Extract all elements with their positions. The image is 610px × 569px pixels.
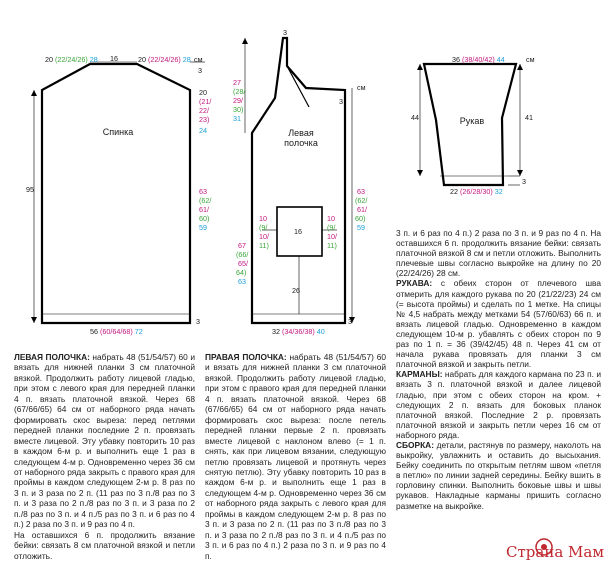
size-value: (28/ — [233, 87, 246, 96]
size-value: (9/ — [327, 223, 336, 232]
sleeve-bottom — [450, 188, 503, 195]
size-value: 64) — [236, 268, 247, 277]
size-value: 23) — [199, 115, 210, 124]
size-value: 27 — [233, 78, 241, 87]
size-value: 28 — [182, 55, 191, 64]
section-heading: ЛЕВАЯ ПОЛОЧКА: — [14, 352, 90, 362]
size-value: 30) — [233, 105, 244, 114]
size-value: 11) — [259, 241, 269, 250]
size-value: 20 — [45, 55, 53, 64]
size-value: 22/ — [199, 106, 209, 115]
paragraph-body: с обеих сторон от плечевого шва отмерить для каждого рукава по 20 (21/22/23) 24 см (= высота проймы) и сделать по 1 метке. На спицы № 4,5 набрать между метками 54 (57/60/63) 66 п. и вязать лицевой гладью. Одновременно в каждом следующем 10-м р. убавлять с обеих сторон по 9 раз по 1 п. = 36 (39/42/45) 48 п. Через 41 см от начала рукава провязать для планки 3 см платочной вязкой и закрыть петли. — [396, 278, 601, 370]
front-title: Левая полочка — [284, 128, 318, 149]
instructions-column-2 — [205, 352, 386, 561]
size-value: 67 — [238, 241, 246, 250]
section-heading: РУКАВА: — [396, 278, 433, 289]
paragraph — [396, 440, 601, 511]
size-value: (9/ — [259, 223, 268, 232]
watermark: Страна Мам — [506, 543, 604, 561]
back-side-top: 3 — [198, 66, 202, 75]
size-value: 24 — [199, 126, 207, 135]
size-value: 10/ — [259, 232, 269, 241]
size-value: 63 — [199, 187, 207, 196]
size-value: 63 — [238, 277, 246, 286]
size-value: 28 — [89, 55, 98, 64]
front-side-top: 3 — [339, 97, 343, 106]
section-heading: ПРАВАЯ ПОЛОЧКА: — [205, 352, 287, 362]
size-value: 61/ — [357, 205, 367, 214]
size-value: (62/ — [355, 196, 368, 205]
paragraph — [396, 228, 601, 278]
size-value: 22 — [450, 187, 458, 196]
back-bottom — [90, 328, 143, 335]
front-pocket-mid: 16 — [294, 227, 302, 236]
size-value: 59 — [199, 223, 207, 232]
size-value: (22/24/26) — [148, 55, 181, 64]
sleeve-unit: см — [526, 55, 535, 64]
size-value: (66/ — [236, 250, 249, 259]
sleeve-left: 44 — [411, 113, 419, 122]
size-value: 40 — [316, 327, 325, 336]
front-unit: см — [357, 83, 366, 92]
back-unit: см — [194, 55, 203, 64]
size-value: 11) — [327, 241, 337, 250]
front-bottom — [272, 328, 325, 335]
paragraph — [14, 352, 195, 530]
back-outline — [42, 64, 190, 323]
sleeve-right: 41 — [525, 113, 533, 122]
back-title: Спинка — [102, 127, 134, 137]
size-value: 20 — [199, 88, 207, 97]
paragraph-body: детали, растянув по размеру, наколоть на выкройку, увлажнить и оставить до высыхания. Бейку соединить по открытым петлям швом «петля в петлю» по линии задней середины. Бейку вшить в горловину спинки. Выполнить боковые швы и швы рукавов. Накладные карманы пришить согласно разметке на выкройке. — [396, 439, 601, 511]
back-top-mid: 16 — [110, 54, 118, 63]
size-value: 59 — [357, 223, 365, 232]
front-rib: 3 — [348, 317, 352, 326]
size-value: (60/64/68) — [100, 327, 133, 336]
size-value: 63 — [357, 187, 365, 196]
size-value: 60) — [355, 214, 366, 223]
size-value: 44 — [496, 55, 505, 64]
size-value: (22/24/26) — [55, 55, 88, 64]
size-value: (34/36/38) — [282, 327, 315, 336]
size-value: 10/ — [327, 232, 337, 241]
size-value: 29/ — [233, 96, 243, 105]
size-value: 56 — [90, 327, 98, 336]
size-value: 65/ — [238, 259, 248, 268]
back-top-left — [45, 56, 98, 63]
section-heading: СБОРКА: — [396, 439, 434, 450]
size-value: (38/40/42) — [462, 55, 495, 64]
back-height: 95 — [26, 185, 34, 194]
paragraph-body: набрать 48 (51/54/57) 60 и вязать для нижней планки 3 см платочной вязкой. Продолжить работу лицевой гладью, при этом с правого края для передней планки 4 п. вязать платочной вязкой. Через 68 (67/66/65) 64 см от наборного ряда начать формировать скос выреза: после петель передней планки первые 2 п. провязать вместе лицевой с наклоном влево (= 1 п. снять, как при лицевом вязании, следующую петлю провязать лицевой и протянуть через снятую петлю). Эту убавку повторить 10 раз в каждом 6-м р. и выполнить еще 1 раз в следующем 4-м р. Одновременно через 36 см от наборного ряда закрыть с левого края для проймы в каждом следующем 2-м р. 8 раз по 3 п. и 3 раза по 2 п. (11 раз по 3 п./8 раз по 3 п. и 3 раза по 2 п./8 раз по 3 п. и 4 п./5 раз по 3 п. и 6 раз по 4 п.) 2 раза по 3 п. и 9 раз по 4 п. — [205, 352, 386, 561]
size-value: 10 — [259, 214, 267, 223]
paragraph — [205, 352, 386, 561]
size-value: 10 — [327, 214, 335, 223]
paragraph — [396, 369, 601, 440]
section-heading: КАРМАНЫ: — [396, 369, 443, 380]
instructions-column-3 — [396, 228, 601, 511]
size-value: 72 — [134, 327, 143, 336]
sleeve-cuff: 3 — [522, 177, 526, 186]
paragraph-body: набрать для каждого кармана по 23 п. и вязать 3 п. платочной вязкой и далее лицевой гладью, при этом с обеих сторон на кром. + следующих 2 п. вязать для боковых планок платочной вязкой. Последние 2 р. провязать платочной вязкой и закрыть петли через 16 см от наборного ряда. — [396, 369, 601, 440]
size-value: 36 — [452, 55, 460, 64]
size-value: (21/ — [199, 97, 212, 106]
size-value: 61/ — [199, 205, 209, 214]
size-value: 60) — [199, 214, 210, 223]
paragraph — [14, 530, 195, 561]
back-top-right — [138, 56, 191, 63]
sleeve-top — [452, 56, 505, 63]
paragraph-body: 3 п. и 6 раз по 4 п.) 2 раза по 3 п. и 9 раз по 4 п. На оставшихся 6 п. продолжить вязание бейки: связать платочной вязкой 8 см и петли отложить. Выполнить плечевые швы согласно выкройке на длину по 20 (22/24/26) 28 см. — [396, 228, 601, 279]
sleeve-title: Рукав — [459, 116, 485, 126]
front-lower: 26 — [292, 286, 300, 295]
size-value: 32 — [272, 327, 280, 336]
size-value: (62/ — [199, 196, 212, 205]
paragraph-body: набрать 48 (51/54/57) 60 и вязать для нижней планки 3 см платочной вязкой. Продолжить работу лицевой гладью, при этом с левого края для передней планки 4 п. вязать платочной вязкой. Через 68 (67/66/65) 64 см от наборного ряда начать формировать скос выреза: перед петлями передней планки последние 2 п. провязать вместе лицевой. Эту убавку повторить 10 раз в каждом 6-м р. и выполнить еще 1 раз в следующем 4-м р. Одновременно через 36 см от наборного ряда закрыть с правого края для проймы в каждом следующем 2-м р. 8 раз по 3 п. и 3 раза по 2 п. (11 раз по 3 п./8 раз по 3 п. и 3 раза по 2 п./8 раз по 3 п. и 3 раза по 2 п./8 раз по 3 п. и 4 п./5 раз по 3 п. и 6 раз по 4 п.) 2 раза по 3 п. и 9 раз по 4 п. — [14, 352, 195, 530]
paragraph-body: На оставшихся 6 п. продолжить вязание бейки: связать 8 см платочной вязкой и петли отложить. — [14, 529, 195, 561]
size-value: (26/28/30) — [460, 187, 493, 196]
back-rib: 3 — [196, 317, 200, 326]
instructions-column-1 — [14, 352, 195, 561]
size-value: 32 — [494, 187, 503, 196]
size-value: 31 — [233, 114, 241, 123]
paragraph — [396, 278, 601, 369]
size-value: 20 — [138, 55, 146, 64]
front-top-width: 3 — [283, 28, 287, 37]
front-outline — [252, 38, 345, 323]
